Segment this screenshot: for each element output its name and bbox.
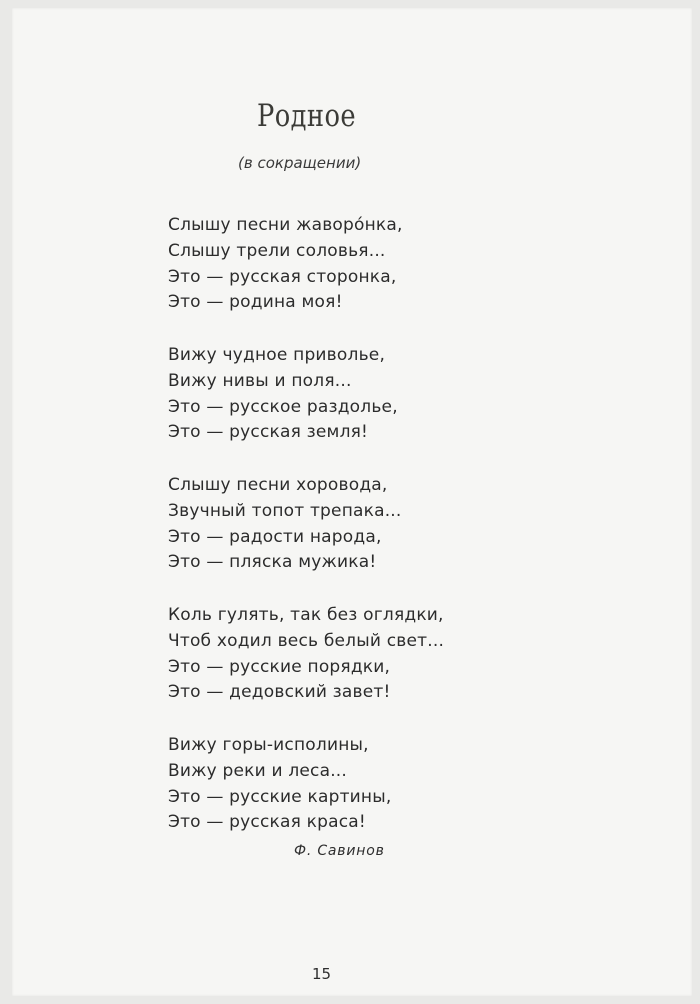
poem-line: Это — пляска мужика! <box>168 552 377 573</box>
poem-line: Вижу реки и леса... <box>168 760 348 781</box>
poem-line: Это — родина моя! <box>168 292 343 313</box>
poem-author: Ф. Савинов <box>294 843 385 859</box>
stanza-2 <box>168 343 398 446</box>
poem-line: Вижу чудное приволье, <box>168 345 386 365</box>
poem-line: Чтоб ходил весь белый свет... <box>168 630 445 651</box>
stanza-5 <box>168 733 391 836</box>
page-number: 15 <box>312 965 332 983</box>
poem-line: Слышу песни хоровода, <box>168 475 388 495</box>
poem-line: Это — русские порядки, <box>168 656 391 677</box>
poem-line: Это — русская земля! <box>168 422 369 443</box>
stanza-3 <box>168 473 402 576</box>
poem-subtitle: (в сокращении) <box>238 154 362 172</box>
poem-line: Это — русские картины, <box>168 786 392 807</box>
poem-line: Это — дедовский завет! <box>168 682 391 703</box>
poem-line: Это — радости народа, <box>168 526 382 547</box>
poem-line: Звучный топот трепака... <box>168 500 402 521</box>
poem-line: Коль гулять, так без оглядки, <box>168 605 444 625</box>
poem-title: Родное <box>257 98 357 134</box>
book-page <box>12 8 692 996</box>
poem-line: Это — русская краса! <box>168 812 366 833</box>
poem-line: Слышу песни жаворо́нка, <box>168 215 403 235</box>
poem-line: Это — русское раздолье, <box>168 396 398 417</box>
poem-line: Это — русская сторонка, <box>168 266 397 287</box>
poem-line: Слышу трели соловья... <box>168 240 386 261</box>
poem-line: Вижу нивы и поля... <box>168 370 352 391</box>
poem-line: Вижу горы-исполины, <box>168 735 369 755</box>
stanza-1 <box>168 213 403 316</box>
stanza-4 <box>168 603 444 706</box>
